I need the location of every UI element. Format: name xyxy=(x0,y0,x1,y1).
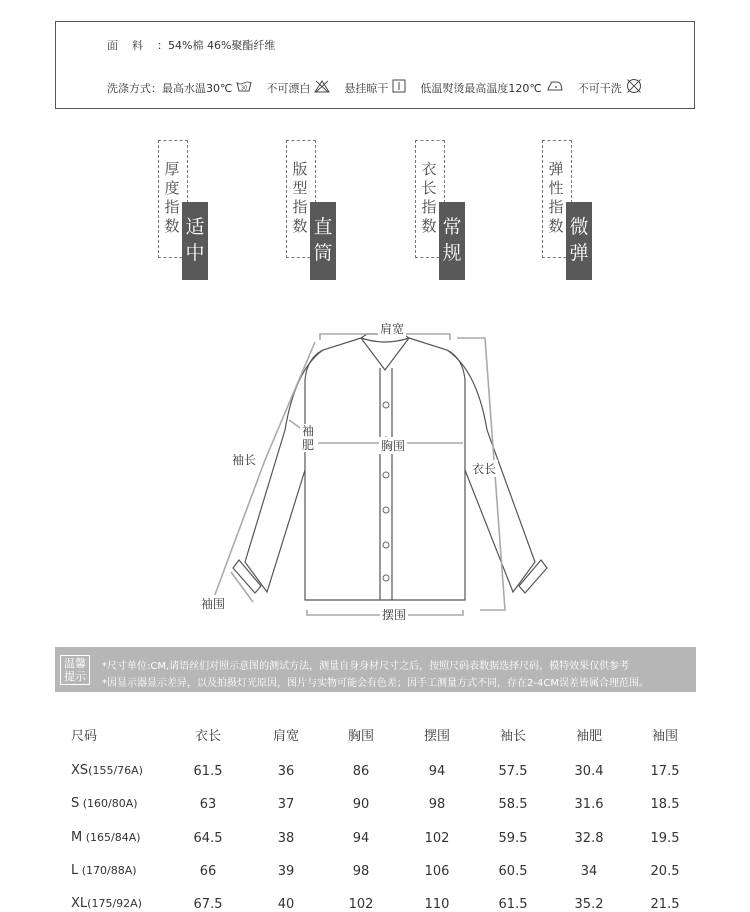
size-code: XL xyxy=(71,896,88,911)
table-cell: 86 xyxy=(352,764,370,779)
table-cell: 18.5 xyxy=(650,797,680,812)
table-cell: 61.5 xyxy=(498,897,528,912)
index-thickness xyxy=(158,140,210,280)
table-cell: 67.5 xyxy=(193,897,223,912)
label-chest: 胸围 xyxy=(381,439,406,453)
index-label: 衣长指数 xyxy=(421,160,437,235)
table-cell: 63 xyxy=(199,797,217,812)
table-cell: 98 xyxy=(428,797,446,812)
table-cell: 94 xyxy=(428,764,446,779)
table-cell: 36 xyxy=(277,764,295,779)
table-header: 肩宽 xyxy=(272,729,300,744)
table-cell: 38 xyxy=(277,831,295,846)
index-label: 厚度指数 xyxy=(164,160,180,235)
table-cell: 31.6 xyxy=(574,797,604,812)
label-cuff: 袖围 xyxy=(201,597,226,611)
index-label: 弹性指数 xyxy=(548,160,564,235)
table-header: 衣长 xyxy=(194,729,222,744)
shirt-measurement-diagram xyxy=(195,310,565,630)
notice-line-1: *尺寸单位:CM,请语丝们对照示意图的测试方法，测量自身身材尺寸之后，按照尺码表数据选择尺码，模特效果仅供参考 xyxy=(102,661,630,672)
table-row-size xyxy=(71,863,137,878)
wash-30-icon xyxy=(236,80,252,95)
svg-text:30: 30 xyxy=(241,85,248,92)
label-sleeve-width: 袖肥 xyxy=(300,424,318,452)
iron-text: 低温熨烫最高温度120℃ xyxy=(420,81,542,95)
table-cell: 64.5 xyxy=(193,831,223,846)
table-cell: 21.5 xyxy=(650,897,680,912)
size-spec: (160/80A) xyxy=(79,797,138,810)
table-cell: 20.5 xyxy=(650,864,680,879)
index-length xyxy=(415,140,467,280)
no-dryclean-text: 不可干洗 xyxy=(577,81,622,95)
table-cell: 17.5 xyxy=(650,764,680,779)
table-cell: 102 xyxy=(348,897,374,912)
label-shoulder-width: 肩宽 xyxy=(380,322,405,336)
table-cell: 32.8 xyxy=(574,831,604,846)
no-bleach-icon xyxy=(314,80,330,96)
label-sleeve-length: 袖长 xyxy=(232,453,257,467)
table-cell: 94 xyxy=(352,831,370,846)
fabric-composition xyxy=(107,37,275,53)
size-code: XS xyxy=(71,763,89,778)
table-cell: 57.5 xyxy=(498,764,528,779)
fabric-label: 面料 xyxy=(107,39,157,52)
size-code: L xyxy=(71,863,79,878)
table-header-size: 尺码 xyxy=(71,729,98,744)
size-code: M xyxy=(71,830,83,845)
size-spec: (165/84A) xyxy=(82,831,141,844)
table-cell: 19.5 xyxy=(650,831,680,846)
label-length: 衣长 xyxy=(472,462,497,476)
hang-dry-text: 悬挂晾干 xyxy=(344,81,389,95)
table-cell: 34 xyxy=(580,864,598,879)
table-cell: 59.5 xyxy=(498,831,528,846)
table-cell: 35.2 xyxy=(574,897,604,912)
index-value: 直筒 xyxy=(310,202,336,280)
iron-low-icon xyxy=(546,80,564,95)
table-cell: 106 xyxy=(424,864,450,879)
index-elasticity xyxy=(542,140,594,280)
table-header: 摆围 xyxy=(423,729,451,744)
no-bleach-text: 不可漂白 xyxy=(266,81,311,95)
size-spec: (155/76A) xyxy=(88,764,143,777)
index-fit xyxy=(286,140,338,280)
table-cell: 61.5 xyxy=(193,764,223,779)
label-hem: 摆围 xyxy=(382,608,407,622)
wash-temp: 最高水温30℃ xyxy=(162,81,233,95)
notice-line-2: *因显示器显示差异，以及拍摄灯光原因，图片与实物可能会有色差；因手工测量方式不同，存在2-4CM误差皆属合理范围。 xyxy=(102,678,649,689)
wash-instructions xyxy=(107,78,656,97)
index-value: 微弹 xyxy=(566,202,592,280)
table-row-size xyxy=(71,763,143,778)
table-header: 袖肥 xyxy=(575,729,603,744)
table-row-size xyxy=(71,796,138,811)
size-code: S xyxy=(71,796,80,811)
notice-bar xyxy=(55,647,696,692)
table-row-size xyxy=(71,830,141,845)
notice-badge: 温馨提示 xyxy=(60,655,90,685)
table-row-size xyxy=(71,896,142,911)
table-cell: 102 xyxy=(424,831,450,846)
table-cell: 90 xyxy=(352,797,370,812)
table-header: 胸围 xyxy=(347,729,375,744)
table-cell: 110 xyxy=(424,897,450,912)
table-header: 袖长 xyxy=(499,729,527,744)
hang-dry-icon xyxy=(392,79,406,96)
index-value: 适中 xyxy=(182,202,208,280)
size-spec: (175/92A) xyxy=(87,897,142,910)
index-label: 版型指数 xyxy=(292,160,308,235)
wash-label: 洗涤方式： xyxy=(107,81,162,95)
no-dryclean-icon xyxy=(626,78,642,97)
table-cell: 98 xyxy=(352,864,370,879)
size-spec: (170/88A) xyxy=(78,864,137,877)
table-cell: 30.4 xyxy=(574,764,604,779)
table-cell: 40 xyxy=(277,897,295,912)
fabric-value: ：54%棉 46%聚酯纤维 xyxy=(157,39,276,52)
table-cell: 58.5 xyxy=(498,797,528,812)
index-value: 常规 xyxy=(439,202,465,280)
table-cell: 60.5 xyxy=(498,864,528,879)
table-cell: 37 xyxy=(277,797,295,812)
table-cell: 66 xyxy=(199,864,217,879)
table-header: 袖围 xyxy=(651,729,679,744)
table-cell: 39 xyxy=(277,864,295,879)
